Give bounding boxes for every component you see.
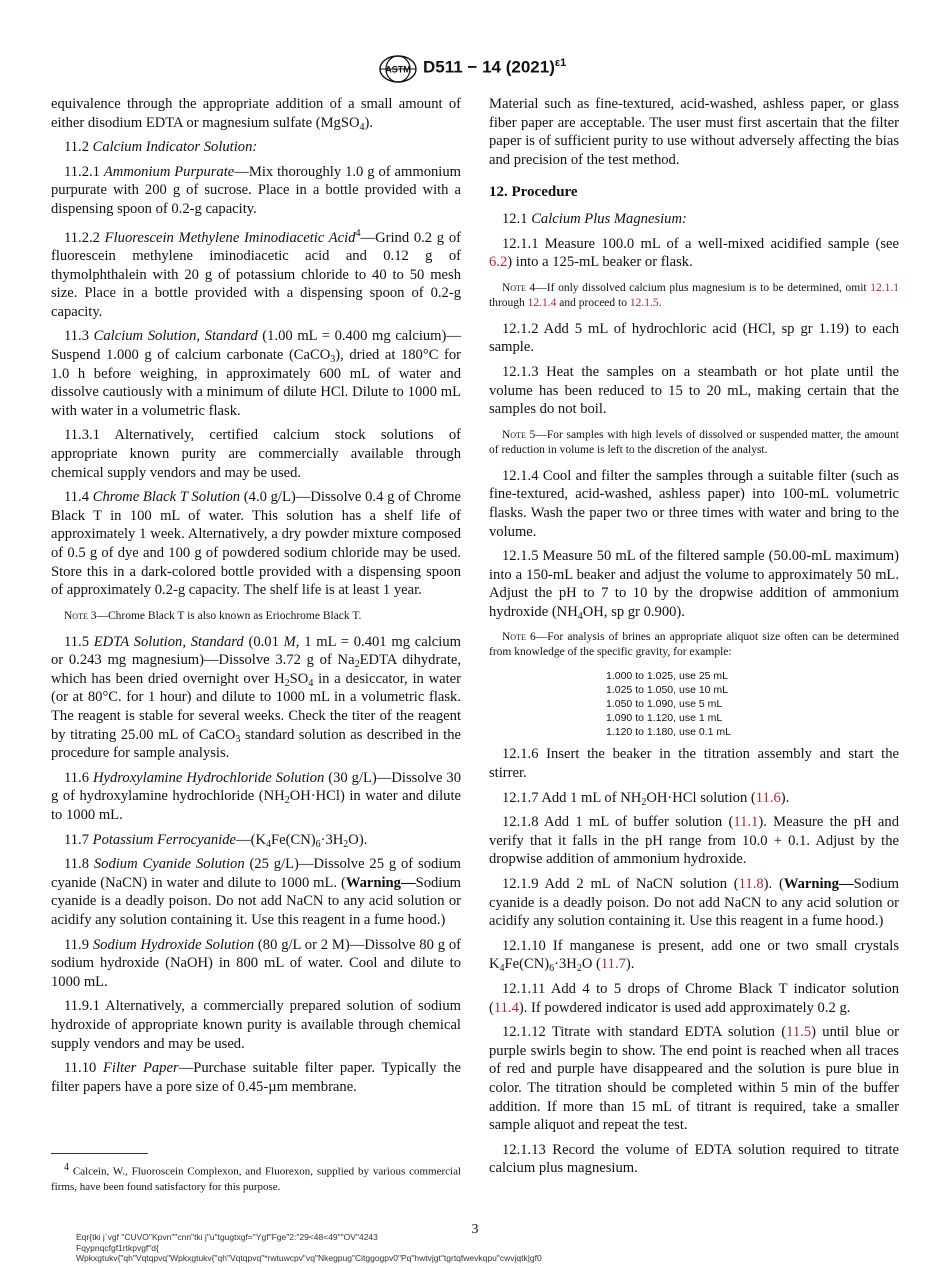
section-12-1-13: 12.1.13 Record the volume of EDTA solution required to titrate calcium plus magnesium. xyxy=(489,1141,899,1177)
sg-row: 1.090 to 1.120, use 1 mL xyxy=(606,712,723,725)
section-12-1-7: 12.1.7 Add 1 mL of $NH_2OH\cdot HCl$ solution (11.6). xyxy=(502,789,790,808)
section-11-2-2: 11.2.2 Fluorescein Methylene Iminodiacetic Acid$^4$—Grind 0.2 g of fluorescein methylene iminodiacetic acid and 0.12 g of thymolphthalein with 20 g of potassium chloride to 40 to 50 mesh size. Place in a bottle provided with a dispensing spoon of 0.2-g capacity. xyxy=(51,227,461,320)
document-designation: D511 − 14 $(2021)^{\varepsilon 1}$ xyxy=(423,57,567,77)
stamp-line: Eqr{tki j`vgf "CUVO"Kpvn""cnn"tki j"u"tgugtxgf="Ygf"Fge"2:"29<48<49""OV"4243 xyxy=(76,1232,378,1242)
section-11-3: 11.3 Calcium Solution, Standard (1.00 mL = 0.400 mg calcium)—Suspend 1.000 g of calcium carbonate (CaCO$_3$), dried at 180°C for 1.0 h before weighing, in approximately 600 mL of water and dissolve cautiously with a minimum of dilute HCl. Dilute to 1000 mL with water in a volumetric flask. xyxy=(51,328,461,419)
section-11-4: 11.4 Chrome Black T Solution (4.0 g/L)—Dissolve 0.4 g of Chrome Black T in 100 mL of water. This solution has a shelf life of approximately 1 week. Alternatively, a dry powder mixture composed of 0.5 g of dye and 100 g of powdered sodium chloride may be used. Store this in a dark-colored bottle provided with a dispensing spoon of approximately 0.2-g capacity. The shelf life is at least 1 year. xyxy=(51,489,461,599)
footnote-4: $^4$ Calcein, W., Fluoroscein Complexon, and Fluorexon, supplied by various commercial firms, have been found satisfactory for this purpose. xyxy=(51,1162,462,1193)
section-11-8: 11.8 Sodium Cyanide Solution (25 g/L)—Dissolve 25 g of sodium cyanide (NaCN) in water and dilute to 1000 mL. (Warning—Sodium cyanide is a deadly poison. Do not add NaCN to any acid solution or acidify any solution containing it. Use this reagent in a fume hood.) xyxy=(51,856,461,929)
footnote-divider xyxy=(51,1153,148,1154)
note-6: Note 6—For analysis of brines an appropriate aliquot size often can be determined from knowledge of the specific gravity, for example: xyxy=(489,631,899,659)
section-11-7: 11.7 Potassium $Ferrocyanide—(K_4Fe(CN)_6\cdot 3H_2O)$. xyxy=(64,831,368,850)
left-column xyxy=(51,95,461,1102)
section-12-1-1: 12.1.1 Measure 100.0 mL of a well-mixed acidified sample (see 6.2) into a 125-mL beaker or flask. xyxy=(489,235,899,271)
section-12-1-3: 12.1.3 Heat the samples on a steambath or hot plate until the volume has been reduced to 15 to 20 mL, making certain that the samples do not boil. xyxy=(489,363,899,418)
section-11-2: 11.2 Calcium Indicator Solution: xyxy=(64,139,258,156)
section-11-9: 11.9 Sodium Hydroxide Solution (80 g/L or 2 M)—Dissolve 80 g of sodium hydroxide (NaOH) in 800 mL of water. Cool and dilute to 1000 mL. xyxy=(51,936,462,990)
section-11-3-1: 11.3.1 Alternatively, certified calcium stock solutions of appropriate known purity are commercially available through chemical supply vendors and may be used. xyxy=(51,427,461,481)
note-5: Note 5—For samples with high levels of dissolved or suspended matter, the amount of reduction in volume is left to the discretion of the analyst. xyxy=(489,428,900,456)
ref-link-6-2[interactable]: 6.2 xyxy=(489,254,508,271)
section-12-1: 12.1 Calcium Plus Magnesium: xyxy=(502,210,687,227)
astm-logo-icon xyxy=(378,55,418,83)
ref-link-11-4[interactable]: 11.4 xyxy=(493,999,519,1016)
sg-row: 1.025 to 1.050, use 10 mL xyxy=(606,684,729,697)
section-12-1-4: 12.1.4 Cool and filter the samples through a suitable filter (such as fine-textured, acid-washed, ashless paper) into 100-mL volumetric flasks. Wash the paper two or three times with water and bring to the volume. xyxy=(489,467,899,540)
ref-link-11-5[interactable]: 11.5 xyxy=(786,1024,812,1041)
section-11-2-1: 11.2.1 Ammonium Purpurate—Mix thoroughly 1.0 g of ammonium purpurate with 200 g of sucrose. Place in a bottle provided with a dispensing spoon of 0.2-g capacity. xyxy=(51,163,461,217)
section-11-6: 11.6 Hydroxylamine Hydrochloride Solution (30 g/L)—Dissolve 30 g of hydroxylamine hydrochloride $(NH_2OH\cdot HCl)$ in water and dilute to 1000 mL. xyxy=(51,769,461,824)
paragraph-continuation: equivalence through the appropriate addition of a small amount of either disodium EDTA or magnesium sulfate (MgSO$_4$). xyxy=(51,96,461,133)
ref-link-11-6[interactable]: 11.6 xyxy=(755,789,781,806)
note-3: Note 3—Chrome Black T is also known as Eriochrome Black T. xyxy=(64,609,362,622)
section-11-10: 11.10 Filter Paper—Purchase suitable filter paper. Typically the filter papers have a pore size of 0.45-µm membrane. xyxy=(51,1060,461,1095)
stamp-line: Wpkxgtukv{"qh"Vqtqpvq"Wpkxgtukv{"qh"Vqtqpvq"*rwtuwcpv"vq"Nkegpug"Citggogpv0"Pq"hwtvjgt"tgrtqfwevkqpu"cwvjqtk|gf0 xyxy=(76,1253,542,1263)
section-12-1-9: 12.1.9 Add 2 mL of NaCN solution (11.8). (Warning—Sodium cyanide is a deadly poison. Do not add NaCN to any acid solution or acidify any solution containing it. Use this reagent in a fume hood.) xyxy=(489,876,899,930)
ref-link-11-7[interactable]: 11.7 xyxy=(600,956,626,973)
section-11-5: 11.5 EDTA Solution, Standard (0.01 M, 1 mL = 0.401 mg calcium or 0.243 mg magnesium)—Dissolve 3.72 g of $Na_2EDTA$ dihydrate, which has been dried overnight over $H_2SO_4$ in a desiccator, in water (or at 80°C. for 1 hour) and dilute to 1000 mL in a volumetric flask. The reagent is stable for several weeks. Check the titer of the reagent by titrating 25.00 mL of CaCO$_3$ standard solution as described in the procedure for sample analysis. xyxy=(51,633,461,762)
sg-row: 1.050 to 1.090, use 5 mL xyxy=(606,698,723,711)
note-4: Note 4—If only dissolved calcium plus magnesium is to be determined, omit 12.1.1 through 12.1.4 and proceed to 12.1.5. xyxy=(489,281,900,309)
license-stamp xyxy=(76,1232,542,1264)
section-11-9-1: 11.9.1 Alternatively, a commercially prepared solution of sodium hydroxide of appropriate known purity is available through chemical supply vendors and may be used. xyxy=(51,998,461,1052)
svg-text:ASTM: ASTM xyxy=(385,64,411,75)
ref-link-12-1-5[interactable]: 12.1.5 xyxy=(629,296,659,309)
page-header xyxy=(0,55,950,85)
section-12-1-2: 12.1.2 Add 5 mL of hydrochloric acid (HCl, sp gr 1.19) to each sample. xyxy=(489,320,899,356)
section-heading-procedure: 12. Procedure xyxy=(489,184,578,201)
section-12-1-5: 12.1.5 Measure 50 mL of the filtered sample (50.00-mL maximum) into a 150-mL beaker and adjust the volume to approximately 50 mL. Adjust the pH to 7 to 10 by the dropwise addition of ammonium hydroxide ($NH_4OH$, sp gr 0.900). xyxy=(489,548,899,622)
section-12-1-11: 12.1.11 Add 4 to 5 drops of Chrome Black T indicator solution (11.4). If powdered indicator is used add approximately 0.2 g. xyxy=(489,981,899,1016)
sg-row: 1.000 to 1.025, use 25 mL xyxy=(606,670,729,683)
stamp-line: Fqypnqcfgf1rtkpvgf"d{ xyxy=(76,1242,159,1253)
section-12-1-12: 12.1.12 Titrate with standard EDTA solution (11.5) until blue or purple swirls begin to show. The end point is reached when all traces of red and purple have disappeared and the solution is pure blue in color. The titration should be completed within 5 min of the buffer addition. If more than 15 mL of titrant is required, take a smaller sample aliquot and repeat the test. xyxy=(489,1024,899,1134)
sg-row: 1.120 to 1.180, use 0.1 mL xyxy=(606,726,731,739)
page-number: 3 xyxy=(471,1222,479,1237)
paragraph-continuation-right: Material such as fine-textured, acid-washed, ashless paper, or glass fiber paper are acceptable. The user must first ascertain that the filter paper is of sufficient purity to use without adversely affecting the bias and precision of the test method. xyxy=(489,96,899,168)
ref-link-12-1-4[interactable]: 12.1.4 xyxy=(527,296,557,309)
ref-link-12-1-1[interactable]: 12.1.1 xyxy=(870,281,900,294)
right-column xyxy=(489,95,899,1184)
section-12-1-10: 12.1.10 If manganese is present, add one or two small crystals $K_4Fe(CN)_6\cdot 3H_2O$ (11.7). xyxy=(489,937,899,975)
section-12-1-8: 12.1.8 Add 1 mL of buffer solution (11.1). Measure the pH and verify that it falls in the pH range from 10.0 + 0.1. Adjust by the dropwise addition of ammonium hydroxide. xyxy=(489,814,899,868)
section-12-1-6: 12.1.6 Insert the beaker in the titration assembly and start the stirrer. xyxy=(489,746,899,782)
specific-gravity-table xyxy=(606,669,899,739)
ref-link-11-8[interactable]: 11.8 xyxy=(738,876,764,893)
ref-link-11-1[interactable]: 11.1 xyxy=(733,814,759,831)
